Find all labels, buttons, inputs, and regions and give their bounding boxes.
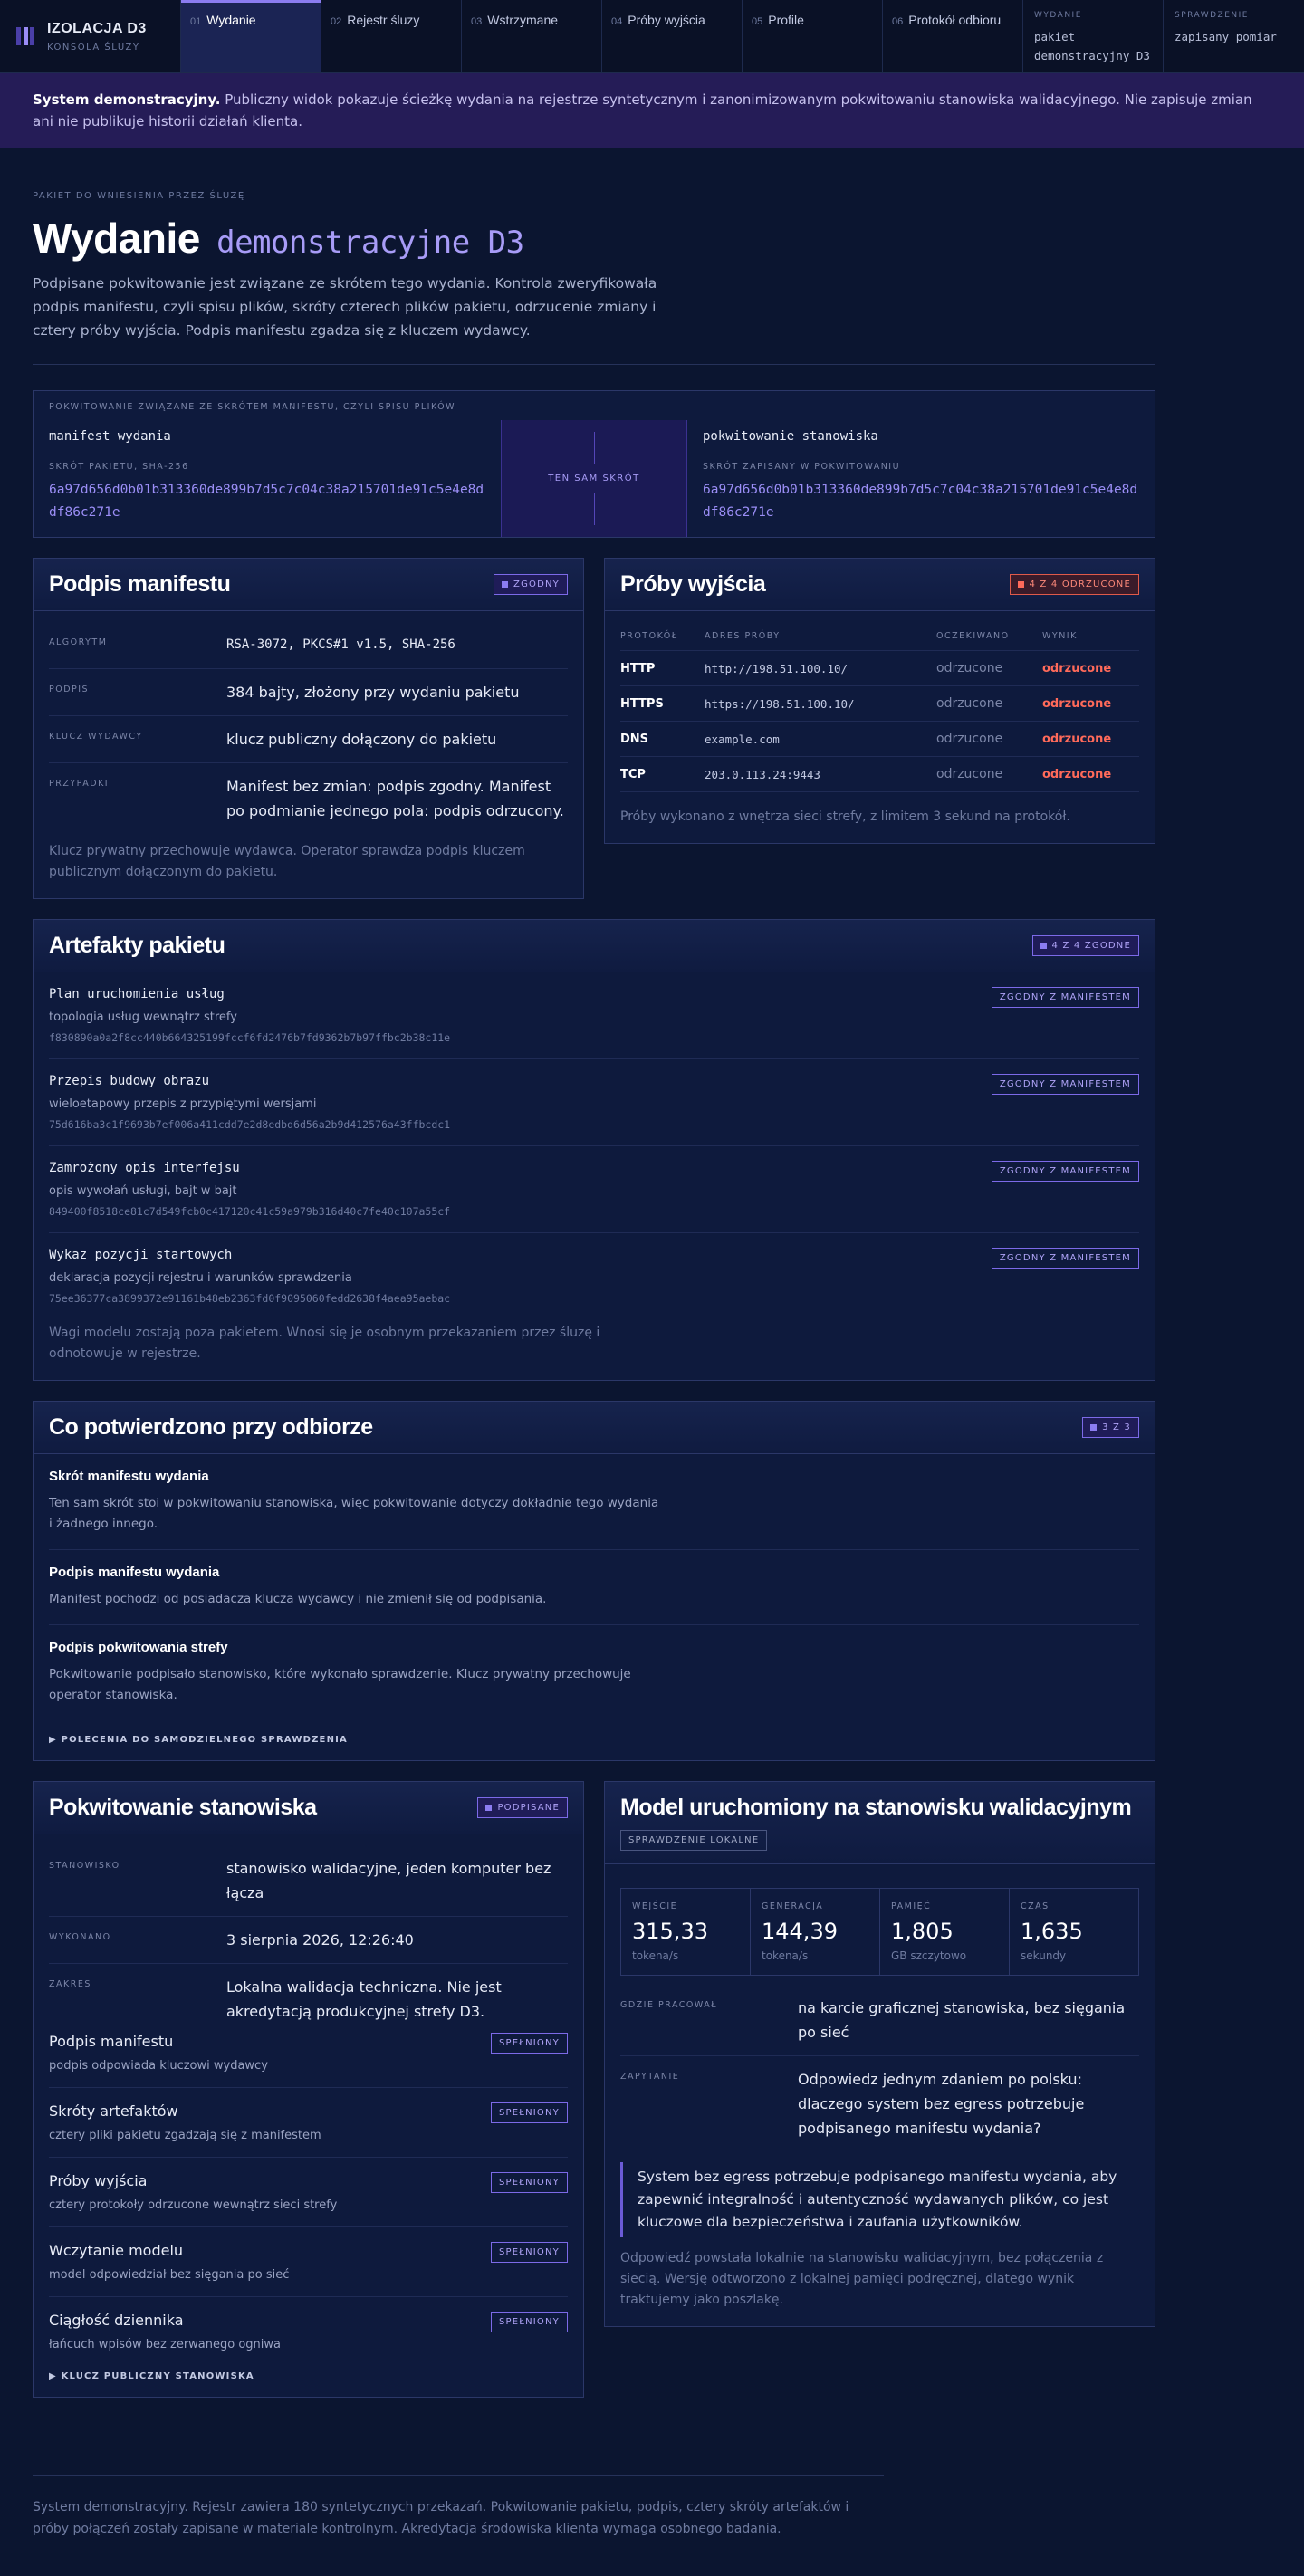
demo-notice xyxy=(0,73,1304,148)
col-header: ADRES PRÓBY xyxy=(705,622,936,651)
table-row xyxy=(620,722,1139,757)
page-title-accent: demonstracyjne D3 xyxy=(216,225,524,261)
kv-value: Lokalna walidacja techniczna. Nie jest akredytacją produkcyjnej strefy D3. xyxy=(226,1978,502,2020)
check-title: Wczytanie modelu xyxy=(49,2242,184,2259)
cell-result: odrzucone xyxy=(1042,757,1139,792)
artifact-hash[interactable]: 75d616ba3c1f9693b7ef006a411cdd7e2d8edbd6d56a2b9d412576a43ffbcdc1 xyxy=(49,1118,451,1131)
artifact-desc: topologia usług wewnątrz strefy xyxy=(49,1010,237,1024)
hero-kicker: PAKIET DO WNIESIENIA PRZEZ ŚLUZĘ xyxy=(33,191,245,201)
stat-unit: GB szczytowo xyxy=(891,1949,967,1962)
status-badge: SPEŁNIONY xyxy=(491,2033,568,2054)
confirmed-title: Co potwierdzono przy odbiorze xyxy=(49,1414,373,1440)
table-row xyxy=(620,686,1139,722)
check-item xyxy=(49,2227,568,2297)
tab-label: Wstrzymane xyxy=(487,13,559,27)
verify-commands-toggle[interactable]: ▶ POLECENIA DO SAMODZIELNEGO SPRAWDZENIA xyxy=(49,1735,348,1745)
tab-proby[interactable] xyxy=(602,0,743,72)
status-badge: PODPISANE xyxy=(477,1797,568,1818)
footer-divider xyxy=(33,2475,884,2476)
kv-key: GDZIE PRACOWAŁ xyxy=(620,2000,718,2010)
cell-result: odrzucone xyxy=(1042,686,1139,722)
cell-result: odrzucone xyxy=(1042,722,1139,757)
tab-rejestr[interactable] xyxy=(321,0,462,72)
artifact-item xyxy=(49,972,1139,1059)
kv-value: klucz publiczny dołączony do pakietu xyxy=(226,731,497,748)
signature-note: Klucz prywatny przechowuje wydawca. Operator sprawdza podpis kluczem publicznym dołączonym do pakietu. xyxy=(49,844,525,879)
cell-address: example.com xyxy=(705,722,936,757)
artifact-item xyxy=(49,1233,1139,1319)
check-title: Ciągłość dziennika xyxy=(49,2312,184,2329)
check-item xyxy=(49,2088,568,2158)
tab-number: 01 xyxy=(190,16,202,27)
model-title: Model uruchomiony na stanowisku walidacyjnym xyxy=(620,1795,1132,1820)
signature-title: Podpis manifestu xyxy=(49,571,231,597)
receipt-hash[interactable]: 6a97d656d0b01b313360de899b7d5c7c04c38a215701de91c5e4e8ddf86c271e xyxy=(703,483,1138,520)
meta-release xyxy=(1023,0,1164,72)
stat-tile xyxy=(1010,1889,1138,1975)
receipt-name: pokwitowanie stanowiska xyxy=(703,429,878,444)
model-card xyxy=(604,1781,1155,2327)
cell-expected: odrzucone xyxy=(936,651,1042,686)
check-text: cztery pliki pakietu zgadzają się z manifestem xyxy=(49,2129,321,2142)
cell-result: odrzucone xyxy=(1042,651,1139,686)
confirmed-card xyxy=(33,1401,1155,1761)
meta-check xyxy=(1164,0,1304,72)
signature-card xyxy=(33,558,584,899)
receipt-hash-label: SKRÓT ZAPISANY W POKWITOWANIU xyxy=(703,462,901,472)
cell-address: https://198.51.100.10/ xyxy=(705,686,936,722)
stat-value: 1,805 xyxy=(891,1919,954,1944)
kv-value: 384 bajty, złożony przy wydaniu pakietu xyxy=(226,684,520,701)
egress-card xyxy=(604,558,1155,844)
receipt-card xyxy=(33,1781,584,2398)
meta-value: zapisany pomiar xyxy=(1175,30,1277,43)
col-header: WYNIK xyxy=(1042,622,1139,651)
artifact-name: Zamrożony opis interfejsu xyxy=(49,1161,240,1175)
status-badge: ZGODNY Z MANIFESTEM xyxy=(992,1074,1139,1095)
tab-number: 03 xyxy=(471,16,483,27)
kv-key: ZAPYTANIE xyxy=(620,2072,680,2082)
model-answer: System bez egress potrzebuje podpisanego manifestu wydania, aby zapewnić integralność i autentyczność wydawanych plików, co jest kluczowe dla bezpieczeństwa i zaufania użytkowników. xyxy=(620,2162,1139,2237)
stat-tile xyxy=(751,1889,880,1975)
status-badge: 4 Z 4 ODRZUCONE xyxy=(1010,574,1139,595)
cell-address: 203.0.113.24:9443 xyxy=(705,757,936,792)
check-title: Podpis manifestu xyxy=(49,2033,174,2050)
binding-heading: POKWITOWANIE ZWIĄZANE ZE SKRÓTEM MANIFESTU, CZYLI SPISU PLIKÓW xyxy=(49,402,456,412)
check-title: Próby wyjścia xyxy=(49,2172,148,2189)
kv-value: Odpowiedz jednym zdaniem po polsku: dlaczego system bez egress potrzebuje podpisanego manifestu wydania? xyxy=(798,2071,1085,2137)
cell-protocol: TCP xyxy=(620,757,705,792)
table-row xyxy=(620,651,1139,686)
cell-expected: odrzucone xyxy=(936,722,1042,757)
tab-number: 02 xyxy=(331,16,342,27)
stat-label: WEJŚCIE xyxy=(632,1901,678,1911)
check-text: podpis odpowiada kluczowi wydawcy xyxy=(49,2059,268,2073)
cell-protocol: HTTPS xyxy=(620,686,705,722)
meta-label: WYDANIE xyxy=(1034,11,1082,20)
cell-protocol: DNS xyxy=(620,722,705,757)
status-badge: SPEŁNIONY xyxy=(491,2242,568,2263)
cell-address: http://198.51.100.10/ xyxy=(705,651,936,686)
brand-subtitle: KONSOLA ŚLUZY xyxy=(47,42,140,53)
notice-text: Publiczny widok pokazuje ścieżkę wydania na rejestrze syntetycznym i zanonimizowanym pokwitowaniu stanowiska walidacyjnego. Nie zapisuje zmian ani nie publikuje historii działań klienta. xyxy=(33,91,1252,129)
artifact-desc: deklaracja pozycji rejestru i warunków sprawdzenia xyxy=(49,1271,352,1285)
egress-note: Próby wykonano z wnętrza sieci strefy, z limitem 3 sekund na protokół. xyxy=(620,809,1070,824)
cell-expected: odrzucone xyxy=(936,686,1042,722)
stat-unit: sekundy xyxy=(1021,1949,1067,1962)
hash-binding xyxy=(33,390,1155,538)
check-item xyxy=(49,2158,568,2227)
egress-table xyxy=(620,622,1139,792)
meta-value: pakiet demonstracyjny D3 xyxy=(1034,30,1150,62)
check-title: Skróty artefaktów xyxy=(49,2102,178,2120)
stat-label: GENERACJA xyxy=(762,1901,824,1911)
manifest-hash-label: SKRÓT PAKIETU, SHA-256 xyxy=(49,462,189,472)
tab-label: Wydanie xyxy=(206,13,256,27)
stat-value: 144,39 xyxy=(762,1919,838,1944)
same-hash-link xyxy=(501,420,687,537)
model-note: Odpowiedź powstała lokalnie na stanowisku walidacyjnym, bez połączenia z siecią. Wersję odtworzono z lokalnej pamięci podręcznej, dlatego wynik traktujemy jako poszlakę. xyxy=(620,2251,1104,2307)
status-badge: ZGODNY Z MANIFESTEM xyxy=(992,1161,1139,1182)
brand[interactable] xyxy=(0,0,181,72)
top-bar xyxy=(0,0,1304,73)
artifact-hash[interactable]: 849400f8518ce81c7d549fcb0c417120c41c59a979b316d40c7fe40c107a55cf xyxy=(49,1205,451,1218)
col-header: OCZEKIWANO xyxy=(936,622,1042,651)
check-text: łańcuch wpisów bez zerwanego ogniwa xyxy=(49,2338,281,2351)
kv-key: STANOWISKO xyxy=(49,1861,120,1871)
stat-value: 1,635 xyxy=(1021,1919,1083,1944)
logo-icon xyxy=(16,27,34,45)
stat-label: PAMIĘĆ xyxy=(891,1901,932,1911)
artifact-name: Wykaz pozycji startowych xyxy=(49,1248,233,1262)
manifest-hash[interactable]: 6a97d656d0b01b313360de899b7d5c7c04c38a215701de91c5e4e8ddf86c271e xyxy=(49,483,484,520)
public-key-toggle[interactable]: ▶ KLUCZ PUBLICZNY STANOWISKA xyxy=(49,2371,254,2381)
stat-value: 315,33 xyxy=(632,1919,708,1944)
tab-label: Rejestr śluzy xyxy=(347,13,420,27)
tab-wydanie[interactable] xyxy=(181,0,321,72)
tab-number: 05 xyxy=(752,16,763,27)
artifact-item xyxy=(49,1146,1139,1233)
meta-label: SPRAWDZENIE xyxy=(1175,11,1249,20)
brand-title: IZOLACJA D3 xyxy=(47,20,147,36)
status-badge: SPEŁNIONY xyxy=(491,2172,568,2193)
tab-protokol[interactable] xyxy=(883,0,1023,72)
local-check-badge: SPRAWDZENIE LOKALNE xyxy=(620,1830,767,1851)
cell-protocol: HTTP xyxy=(620,651,705,686)
page-title-text: Wydanie xyxy=(33,215,200,262)
stat-unit: tokena/s xyxy=(632,1949,679,1962)
kv-value: na karcie graficznej stanowiska, bez sięgania po sieć xyxy=(798,1999,1126,2041)
hero-lead: Podpisane pokwitowanie jest związane ze skrótem tego wydania. Kontrola zweryfikowała podpis manifestu, czyli spisu plików, skróty czterech plików pakietu, odrzucenie zmiany i cztery próby wyjścia. Podpis manifestu zgadza się z kluczem wydawcy. xyxy=(33,275,657,339)
status-badge: ZGODNY Z MANIFESTEM xyxy=(992,1248,1139,1269)
status-badge: SPEŁNIONY xyxy=(491,2102,568,2123)
artifact-name: Przepis budowy obrazu xyxy=(49,1074,210,1088)
check-text: cztery protokoły odrzucone wewnątrz sieci strefy xyxy=(49,2198,338,2212)
item-title: Podpis pokwitowania strefy xyxy=(49,1640,228,1655)
table-row xyxy=(620,757,1139,792)
artifacts-card xyxy=(33,919,1155,1381)
item-text: Manifest pochodzi od posiadacza klucza wydawcy i nie zmienił się od podpisania. xyxy=(49,1592,547,1606)
tab-wstrzymane[interactable] xyxy=(462,0,602,72)
kv-key: ALGORYTM xyxy=(49,637,108,647)
receipt-title: Pokwitowanie stanowiska xyxy=(49,1795,317,1820)
model-stats xyxy=(620,1888,1139,1976)
kv-value: Manifest bez zmian: podpis zgodny. Manifest po podmianie jednego pola: podpis odrzucony. xyxy=(226,778,564,819)
artifacts-note: Wagi modelu zostają poza pakietem. Wnosi się je osobnym przekazaniem przez śluzę i odnotowuje w rejestrze. xyxy=(49,1326,600,1361)
tab-profile[interactable] xyxy=(743,0,883,72)
stat-tile xyxy=(880,1889,1010,1975)
confirmed-item xyxy=(49,1625,1139,1720)
kv-value: RSA-3072, PKCS#1 v1.5, SHA-256 xyxy=(226,637,455,652)
artifact-name: Plan uruchomienia usług xyxy=(49,987,225,1001)
notice-bold: System demonstracyjny. xyxy=(33,91,221,108)
confirmed-item xyxy=(49,1454,1139,1550)
status-badge: ZGODNY xyxy=(494,574,568,595)
divider xyxy=(33,364,1155,365)
status-badge: SPEŁNIONY xyxy=(491,2312,568,2332)
item-text: Pokwitowanie podpisało stanowisko, które wykonało sprawdzenie. Klucz prywatny przechowuje operator stanowiska. xyxy=(49,1667,631,1702)
kv-key: KLUCZ WYDAWCY xyxy=(49,732,143,742)
item-text: Ten sam skrót stoi w pokwitowaniu stanowiska, więc pokwitowanie dotyczy dokładnie tego wydania i żadnego innego. xyxy=(49,1496,659,1531)
manifest-name: manifest wydania xyxy=(49,429,171,444)
status-badge: 4 Z 4 ZGODNE xyxy=(1032,935,1139,956)
kv-value: stanowisko walidacyjne, jeden komputer bez łącza xyxy=(226,1860,551,1901)
item-title: Skrót manifestu wydania xyxy=(49,1469,209,1484)
status-badge: 3 Z 3 xyxy=(1082,1417,1139,1438)
check-item xyxy=(49,2024,568,2088)
stat-tile xyxy=(621,1889,751,1975)
artifacts-title: Artefakty pakietu xyxy=(49,933,225,958)
check-item xyxy=(49,2297,568,2366)
tab-number: 06 xyxy=(892,16,904,27)
main-tabs xyxy=(181,0,1304,72)
tab-label: Protokół odbioru xyxy=(908,13,1002,27)
stat-unit: tokena/s xyxy=(762,1949,809,1962)
page-title xyxy=(33,214,1271,263)
same-hash-label: TEN SAM SKRÓT xyxy=(548,474,640,484)
item-title: Podpis manifestu wydania xyxy=(49,1565,220,1580)
footer-text: System demonstracyjny. Rejestr zawiera 180 syntetycznych przekazań. Pokwitowanie pakietu, podpis, cztery skróty artefaktów i próby połączeń zostały zapisane w materiale kontrolnym. Akredytacja środowiska klienta wymaga osobnego badania. xyxy=(33,2500,849,2536)
artifact-hash[interactable]: f830890a0a2f8cc440b664325199fccf6fd2476b7fd9362b7b97ffbc2b38c11e xyxy=(49,1031,451,1044)
artifact-item xyxy=(49,1059,1139,1146)
stat-label: CZAS xyxy=(1021,1901,1050,1911)
artifact-hash[interactable]: 75ee36377ca3899372e91161b48eb2363fd0f9095060fedd2638f4aea95aebac xyxy=(49,1292,451,1305)
tab-label: Profile xyxy=(768,13,804,27)
artifact-desc: wieloetapowy przepis z przypiętymi wersjami xyxy=(49,1097,317,1111)
kv-key: WYKONANO xyxy=(49,1932,111,1942)
tab-number: 04 xyxy=(611,16,623,27)
kv-key: PRZYPADKI xyxy=(49,779,110,789)
col-header: PROTOKÓŁ xyxy=(620,622,705,651)
kv-key: PODPIS xyxy=(49,685,90,694)
artifact-desc: opis wywołań usługi, bajt w bajt xyxy=(49,1184,237,1198)
cell-expected: odrzucone xyxy=(936,757,1042,792)
tab-label: Próby wyjścia xyxy=(628,13,705,27)
egress-title: Próby wyjścia xyxy=(620,571,766,597)
check-text: model odpowiedział bez sięgania po sieć xyxy=(49,2268,290,2282)
status-badge: ZGODNY Z MANIFESTEM xyxy=(992,987,1139,1008)
kv-key: ZAKRES xyxy=(49,1979,91,1989)
confirmed-item xyxy=(49,1550,1139,1625)
kv-value: 3 sierpnia 2026, 12:26:40 xyxy=(226,1931,414,1949)
